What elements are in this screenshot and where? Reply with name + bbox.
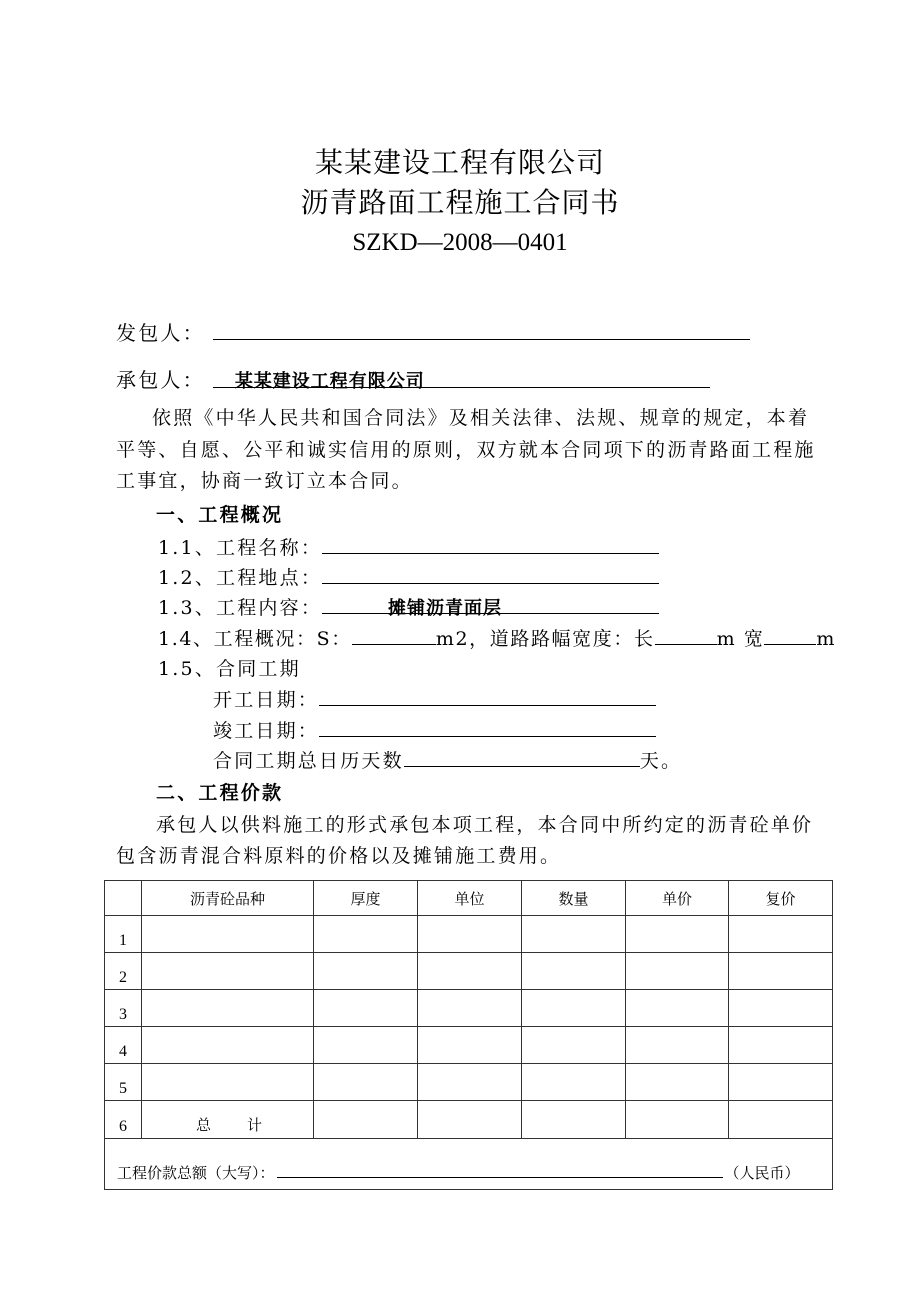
header-type: 沥青砼品种: [142, 881, 314, 916]
table-row: [105, 1064, 833, 1101]
header-unit: 单位: [418, 881, 522, 916]
cell-unit-price[interactable]: [626, 916, 729, 953]
price-table: [104, 880, 833, 1190]
width-field[interactable]: [764, 624, 816, 645]
cell-thickness[interactable]: [314, 1064, 418, 1101]
row-number: 4: [105, 1027, 142, 1064]
cell-unit[interactable]: [418, 1027, 522, 1064]
end-date-row: 竣工日期：: [213, 716, 656, 747]
cell-total[interactable]: [729, 953, 833, 990]
cell-quantity[interactable]: [522, 916, 626, 953]
cell-unit-price[interactable]: [626, 953, 729, 990]
cell-type[interactable]: [142, 1064, 314, 1101]
end-date-field[interactable]: [319, 716, 656, 737]
table-row: [105, 1027, 833, 1064]
cell-total[interactable]: [729, 990, 833, 1027]
section-2-heading: 二、工程价款: [156, 782, 284, 804]
cell-thickness[interactable]: [314, 953, 418, 990]
total-amount-cell: [105, 1139, 833, 1190]
length-field[interactable]: [655, 624, 717, 645]
total-days-row: 合同工期总日历天数 天。: [213, 746, 682, 777]
cell-type[interactable]: [142, 953, 314, 990]
total-label: 总 计: [142, 1101, 314, 1139]
row-number: 5: [105, 1064, 142, 1101]
cell-thickness[interactable]: [314, 990, 418, 1027]
cell-quantity[interactable]: [522, 990, 626, 1027]
area-field[interactable]: [352, 624, 436, 645]
intro-line-2: 平等、自愿、公平和诚实信用的原则，双方就本合同项下的沥青路面工程施: [116, 439, 816, 461]
cell-unit[interactable]: [418, 1101, 522, 1139]
intro-line-3: 工事宜，协商一致订立本合同。: [116, 470, 413, 492]
cell-quantity[interactable]: [522, 1027, 626, 1064]
row-number: 1: [105, 916, 142, 953]
cell-quantity[interactable]: [522, 953, 626, 990]
company-title: 某某建设工程有限公司: [314, 146, 605, 179]
start-date-field[interactable]: [319, 685, 656, 706]
intro-line-1: 依照《中华人民共和国合同法》及相关法律、法规、规章的规定，本着: [152, 407, 810, 429]
contractor-row: [116, 365, 710, 396]
cell-thickness[interactable]: [314, 916, 418, 953]
header-thickness: 厚度: [314, 881, 418, 916]
cell-unit[interactable]: [418, 990, 522, 1027]
row-number: 2: [105, 953, 142, 990]
cell-total[interactable]: [729, 1027, 833, 1064]
cell-unit-price[interactable]: [626, 990, 729, 1027]
section-2-line-2: 包含沥青混合料原料的价格以及摊铺施工费用。: [116, 845, 562, 867]
cell-unit[interactable]: [418, 1064, 522, 1101]
start-date-row: 开工日期：: [213, 685, 656, 716]
total-amount-field[interactable]: [277, 1161, 723, 1178]
cell-type[interactable]: [142, 916, 314, 953]
cell-total[interactable]: [729, 1101, 833, 1139]
cell-quantity[interactable]: [522, 1064, 626, 1101]
section-2-line-1: 承包人以供料施工的形式承包本项工程，本合同中所约定的沥青砼单价: [156, 814, 814, 836]
item-1-5: 1.5、合同工期: [158, 658, 301, 680]
item-1-1: 1.1、工程名称：: [158, 533, 659, 564]
cell-unit-price[interactable]: [626, 1064, 729, 1101]
header-unit-price: 单价: [626, 881, 729, 916]
employer-field[interactable]: [213, 319, 750, 340]
table-row: [105, 990, 833, 1027]
contractor-field[interactable]: 某某建设工程有限公司: [213, 365, 710, 388]
contract-code: SZKD—2008—0401: [352, 229, 568, 256]
currency-label: （人民币）: [724, 1164, 800, 1182]
cell-unit-price[interactable]: [626, 1101, 729, 1139]
table-footer-row: [105, 1139, 833, 1190]
item-1-4: 1.4、工程概况：S： m2，道路路幅宽度：长 m 宽 m: [158, 624, 836, 655]
contract-title: 沥青路面工程施工合同书: [300, 186, 620, 219]
cell-type[interactable]: [142, 1027, 314, 1064]
header-index: [105, 881, 142, 916]
total-days-field[interactable]: [404, 746, 640, 767]
project-content-field[interactable]: 摊铺沥青面层: [322, 593, 659, 614]
section-1-heading: 一、工程概况: [156, 504, 284, 526]
table-total-row: [105, 1101, 833, 1139]
table-header-row: [105, 881, 833, 916]
cell-unit-price[interactable]: [626, 1027, 729, 1064]
cell-type[interactable]: [142, 990, 314, 1027]
contractor-label: 承包人：: [116, 368, 205, 392]
header-total: 复价: [729, 881, 833, 916]
cell-total[interactable]: [729, 916, 833, 953]
employer-row: [116, 318, 750, 349]
project-location-field[interactable]: [322, 563, 659, 584]
total-amount-label: 工程价款总额（大写）：: [117, 1164, 275, 1182]
cell-unit[interactable]: [418, 953, 522, 990]
cell-thickness[interactable]: [314, 1027, 418, 1064]
row-number: 3: [105, 990, 142, 1027]
table-row: [105, 916, 833, 953]
table-row: [105, 953, 833, 990]
header-quantity: 数量: [522, 881, 626, 916]
row-number: 6: [105, 1101, 142, 1139]
project-name-field[interactable]: [322, 533, 659, 554]
item-1-3: 1.3、工程内容： 摊铺沥青面层: [158, 593, 659, 624]
cell-unit[interactable]: [418, 916, 522, 953]
cell-total[interactable]: [729, 1064, 833, 1101]
cell-quantity[interactable]: [522, 1101, 626, 1139]
cell-thickness[interactable]: [314, 1101, 418, 1139]
employer-label: 发包人：: [116, 321, 205, 345]
item-1-2: 1.2、工程地点：: [158, 563, 659, 594]
